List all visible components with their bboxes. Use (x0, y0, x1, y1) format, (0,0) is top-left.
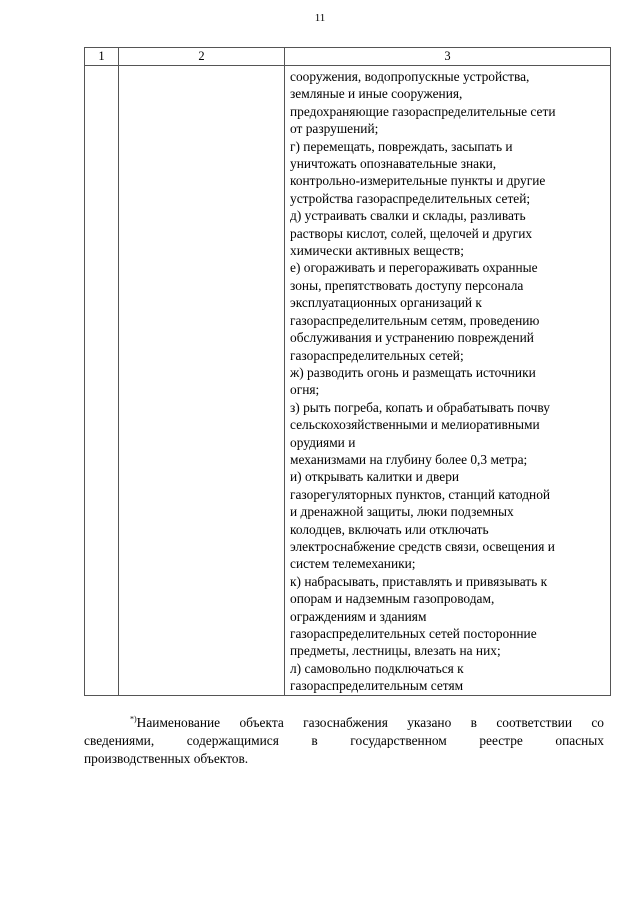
table-row (85, 66, 611, 696)
footnote-line: сведениями, содержащимися в государственном реестре опасных (84, 733, 604, 748)
column-2-cell (119, 66, 285, 696)
footnote (84, 714, 604, 768)
list-item-line: огня; (290, 382, 320, 398)
list-item-line: газораспределительным сетям (290, 678, 464, 694)
list-item-line: сооружения, водопропускные устройства, (290, 69, 530, 84)
list-item-line: газорегуляторных пунктов, станций катодной (290, 486, 551, 502)
footnote-line (84, 714, 604, 732)
list-item-line: химически активных веществ; (290, 243, 464, 259)
list-item-line: д) устраивать свалки и склады, разливать (290, 208, 526, 224)
footnote-text: Наименование объекта газоснабжения указано в соответствии со (136, 715, 604, 730)
column-header-2: 2 (119, 48, 285, 66)
list-item-line: газораспределительных сетей; (290, 347, 464, 363)
list-item-line: систем телемеханики; (290, 556, 416, 572)
table-header-row (85, 48, 611, 66)
list-item-line: и дренажной защиты, люки подземных (290, 504, 514, 520)
list-item-line: газораспределительным сетям, проведению (290, 312, 540, 328)
list-item-line: к) набрасывать, приставлять и привязывать к (290, 573, 548, 589)
page-number: 11 (314, 12, 326, 24)
column-header-3: 3 (285, 48, 611, 66)
list-item-line: опорам и надземным газопроводам, (290, 591, 495, 607)
column-3-cell (285, 66, 611, 696)
column-1-cell (85, 66, 119, 696)
list-item-line: контрольно-измерительные пункты и другие (290, 173, 546, 189)
list-item-line: л) самовольно подключаться к (290, 660, 464, 676)
list-item-line: ж) разводить огонь и размещать источники (290, 364, 536, 380)
list-item-line: эксплуатационных организаций к (290, 295, 482, 311)
footnote-marker: *) (130, 714, 137, 724)
list-item-line: з) рыть погреба, копать и обрабатывать почву (290, 399, 550, 415)
list-item-line: ограждениям и зданиям (290, 608, 427, 624)
footnote-line: производственных объектов. (84, 751, 249, 766)
list-item-line: растворы кислот, солей, щелочей и других (290, 225, 533, 241)
column-header-1: 1 (85, 48, 119, 66)
list-item-line: уничтожать опознавательные знаки, (290, 156, 497, 172)
list-item-line: зоны, препятствовать доступу персонала (290, 277, 524, 293)
list-item-line: сельскохозяйственными и мелиоративными (290, 417, 540, 433)
list-item-line: обслуживания и устранению повреждений (290, 330, 534, 346)
list-item-line: и) открывать калитки и двери (290, 469, 460, 485)
list-item-line: от разрушений; (290, 121, 379, 137)
list-item-line: земляные и иные сооружения, (290, 86, 463, 102)
list-item-line: предметы, лестницы, влезать на них; (290, 643, 501, 659)
list-item-line: е) огораживать и перегораживать охранные (290, 260, 538, 276)
list-item-line: предохраняющие газораспределительные сети (290, 103, 556, 119)
list-item-line: г) перемещать, повреждать, засыпать и (290, 138, 513, 154)
list-item-line: колодцев, включать или отключать (290, 521, 489, 537)
list-item-line: орудиями и (290, 434, 356, 450)
list-item-line: устройства газораспределительных сетей; (290, 190, 531, 206)
prohibitions-list (285, 66, 610, 695)
list-item-line: газораспределительных сетей посторонние (290, 626, 537, 641)
list-item-line: электроснабжение средств связи, освещения и (290, 538, 555, 554)
list-item-line: механизмами на глубину более 0,3 метра; (290, 451, 528, 467)
document-table (84, 47, 611, 696)
